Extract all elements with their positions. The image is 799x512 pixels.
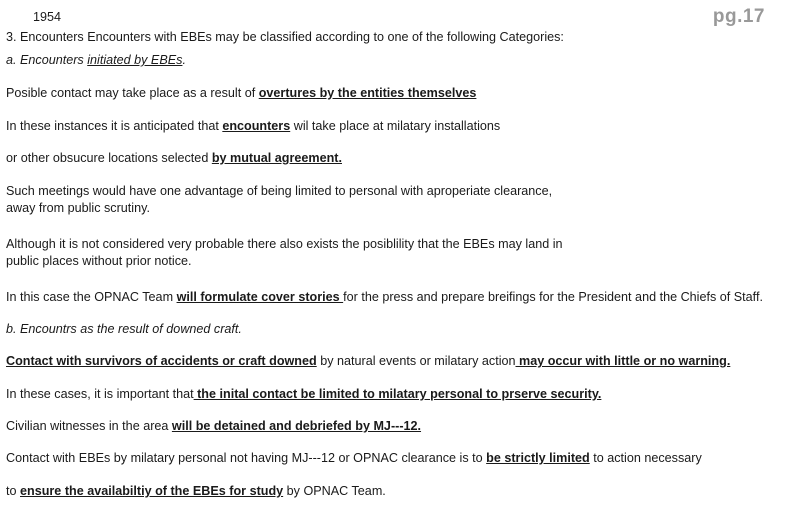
paragraph-line <box>6 353 730 369</box>
category-a-suffix: . <box>182 53 186 67</box>
text-run: Civilian witnesses in the area <box>6 419 172 433</box>
paragraph-line <box>6 85 476 101</box>
emphasis-run: be strictly limited <box>486 451 590 465</box>
text-run: In this case the OPNAC Team <box>6 290 177 304</box>
paragraph-line <box>6 118 500 134</box>
emphasis-run: will be detained and debriefed by MJ---12. <box>171 419 422 433</box>
emphasis-run: encounters <box>222 119 291 133</box>
text-run: to <box>6 484 21 498</box>
emphasis-run: may occur with little or no warning. <box>515 354 731 368</box>
text-run: for the press and prepare breifings for the President and the Chiefs of Staff. <box>343 290 763 304</box>
text-run: by OPNAC Team. <box>283 484 386 498</box>
emphasis-run: Contact with survivors of accidents or craft downed <box>6 354 317 368</box>
emphasis-run: ensure the availabiltiy of the EBEs for study <box>20 484 284 498</box>
text-run: to action necessary <box>589 451 702 465</box>
paragraph-line <box>6 483 386 499</box>
category-a-emphasis: initiated by EBEs <box>87 53 183 67</box>
category-a-prefix: a. Encounters <box>6 53 88 67</box>
emphasis-run: overtures by the entities themselves <box>258 86 477 100</box>
paragraph-line: Such meetings would have one advantage of being limited to personal with aproperiate clearance, <box>6 184 553 198</box>
text-run: Contact with EBEs by milatary personal not having MJ---12 or OPNAC clearance is to <box>6 451 487 465</box>
text-run: by natural events or milatary action <box>316 354 516 368</box>
paragraph-line <box>6 386 601 402</box>
paragraph-line: Although it is not considered very probable there also exists the posiblility that the EBEs may land in <box>6 237 563 251</box>
category-a-heading <box>6 52 186 68</box>
emphasis-run: by mutual agreement. <box>211 151 342 165</box>
paragraph-line: public places without prior notice. <box>6 254 192 268</box>
emphasis-run: will formulate cover stories <box>176 290 344 304</box>
emphasis-run: the inital contact be limited to milatary personal to prserve security. <box>193 387 602 401</box>
category-b-text: b. Encountrs as the result of downed craft. <box>6 322 242 336</box>
document-year: 1954 <box>33 10 62 24</box>
text-run: In these cases, it is important that <box>6 387 194 401</box>
text-run: Posible contact may take place as a result of <box>6 86 259 100</box>
paragraph-line <box>6 418 421 434</box>
paragraph-line: away from public scrutiny. <box>6 201 150 215</box>
paragraph-line <box>6 450 702 466</box>
paragraph-line <box>6 289 763 305</box>
text-run: wil take place at milatary installations <box>290 119 501 133</box>
paragraph-line <box>6 150 342 166</box>
text-run: In these instances it is anticipated that <box>6 119 223 133</box>
section-3-heading: 3. Encounters Encounters with EBEs may be classified according to one of the following Categories: <box>6 30 564 44</box>
page-number: pg.17 <box>712 6 765 27</box>
text-run: or other obsucure locations selected <box>6 151 212 165</box>
category-b-heading <box>6 321 242 337</box>
